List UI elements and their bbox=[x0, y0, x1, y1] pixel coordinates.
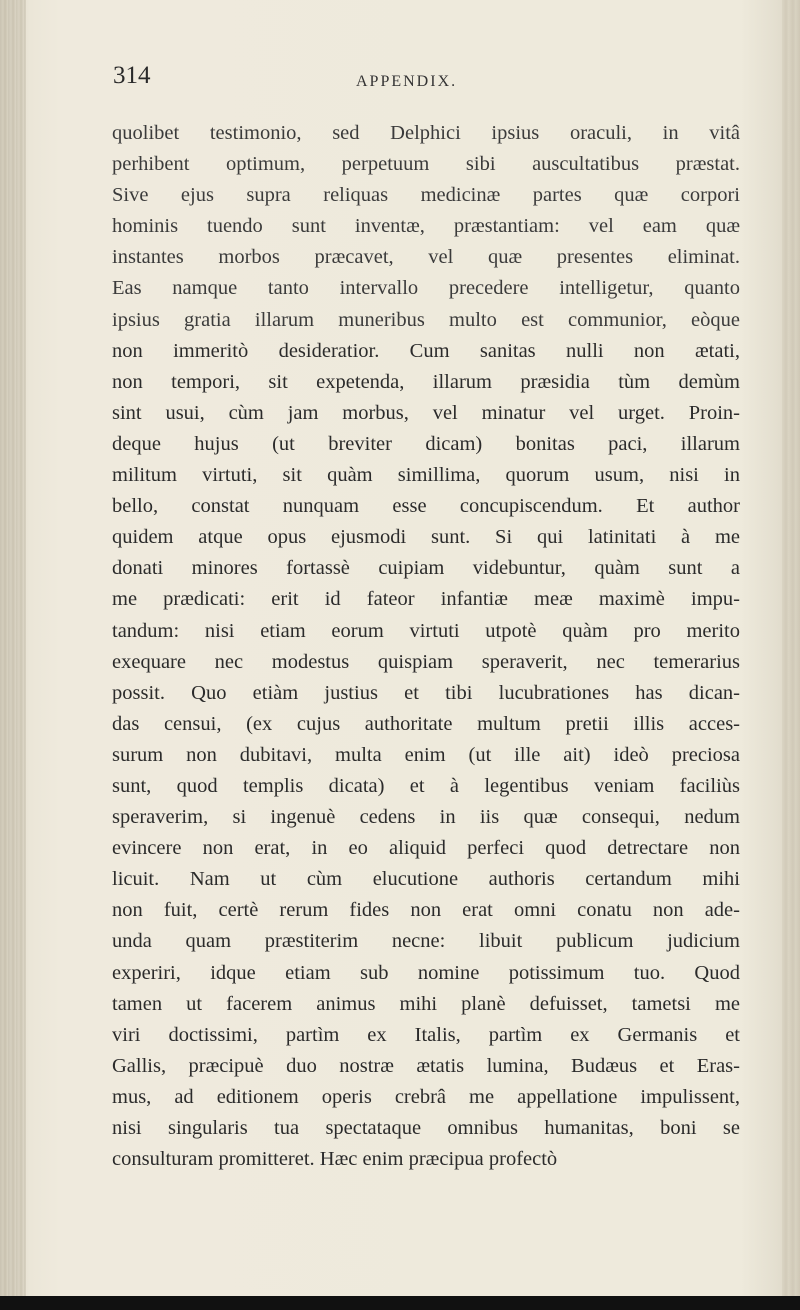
text-line: Gallis, præcipuè duo nostræ ætatis lumina, Budæus et Eras- bbox=[112, 1054, 740, 1077]
text-line: possit. Quo etiàm justius et tibi lucubrationes has dican- bbox=[112, 681, 740, 704]
text-line: quolibet testimonio, sed Delphici ipsius oraculi, in vitâ bbox=[112, 122, 740, 144]
text-line: quidem atque opus ejusmodi sunt. Si qui latinitati à me bbox=[112, 526, 740, 549]
text-line: das censui, (ex cujus authoritate multum pretii illis acces- bbox=[112, 712, 740, 735]
text-line: unda quam præstiterim necne: libuit publicum judicium bbox=[112, 930, 740, 953]
text-line: instantes morbos præcavet, vel quæ presentes eliminat. bbox=[112, 246, 740, 269]
text-line: evincere non erat, in eo aliquid perfeci quod detrectare non bbox=[112, 837, 740, 860]
text-line: hominis tuendo sunt inventæ, præstantiam: vel eam quæ bbox=[112, 215, 740, 238]
text-line: donati minores fortassè cuipiam videbuntur, quàm sunt a bbox=[112, 557, 740, 580]
text-line: speraverim, si ingenuè cedens in iis quæ consequi, nedum bbox=[112, 806, 740, 829]
page-header bbox=[113, 62, 733, 102]
page-edge-right bbox=[782, 0, 800, 1310]
text-line: sunt, quod templis dicata) et à legentibus veniam faciliùs bbox=[112, 774, 740, 797]
text-line: me prædicati: erit id fateor infantiæ meæ maximè impu- bbox=[112, 588, 740, 611]
running-head: APPENDIX. bbox=[356, 73, 458, 90]
text-line: viri doctissimi, partìm ex Italis, partìm ex Germanis et bbox=[112, 1023, 740, 1046]
text-line: consulturam promitteret. Hæc enim præcipua profectò bbox=[112, 1148, 558, 1171]
text-line: experiri, idque etiam sub nomine potissimum tuo. Quod bbox=[112, 961, 740, 984]
text-line: sint usui, cùm jam morbus, vel minatur vel urget. Proin- bbox=[112, 401, 740, 424]
text-line: licuit. Nam ut cùm elucutione authoris certandum mihi bbox=[112, 868, 740, 891]
page-gutter-left bbox=[0, 0, 26, 1310]
text-line: nisi singularis tua spectataque omnibus humanitas, boni se bbox=[112, 1117, 740, 1139]
text-line: Eas namque tanto intervallo precedere intelligetur, quanto bbox=[112, 277, 740, 300]
text-line: non immeritò desideratior. Cum sanitas nulli non ætati, bbox=[112, 339, 740, 362]
text-line: tandum: nisi etiam eorum virtuti utpotè quàm pro merito bbox=[112, 619, 740, 642]
text-line: exequare nec modestus quispiam speraverit, nec temerarius bbox=[112, 650, 740, 673]
text-line: bello, constat nunquam esse concupiscendum. Et author bbox=[112, 495, 740, 518]
scan-bottom-edge bbox=[0, 1296, 800, 1310]
text-line: perhibent optimum, perpetuum sibi auscultatibus præstat. bbox=[112, 153, 740, 176]
page-number: 314 bbox=[113, 62, 151, 89]
text-line: surum non dubitavi, multa enim (ut ille ait) ideò preciosa bbox=[112, 743, 740, 766]
body-text bbox=[112, 118, 740, 1175]
text-line: Sive ejus supra reliquas medicinæ partes quæ corpori bbox=[112, 184, 740, 207]
text-line: mus, ad editionem operis crebrâ me appellatione impulissent, bbox=[112, 1085, 740, 1108]
text-line: militum virtuti, sit quàm simillima, quorum usum, nisi in bbox=[112, 464, 740, 487]
text-line: ipsius gratia illarum muneribus multo est communior, eòque bbox=[112, 308, 740, 331]
text-line: non tempori, sit expetenda, illarum præsidia tùm demùm bbox=[112, 370, 740, 393]
text-line: tamen ut facerem animus mihi planè defuisset, tametsi me bbox=[112, 992, 740, 1015]
text-line: non fuit, certè rerum fides non erat omni conatu non ade- bbox=[112, 899, 740, 922]
text-line: deque hujus (ut breviter dicam) bonitas paci, illarum bbox=[112, 432, 740, 455]
